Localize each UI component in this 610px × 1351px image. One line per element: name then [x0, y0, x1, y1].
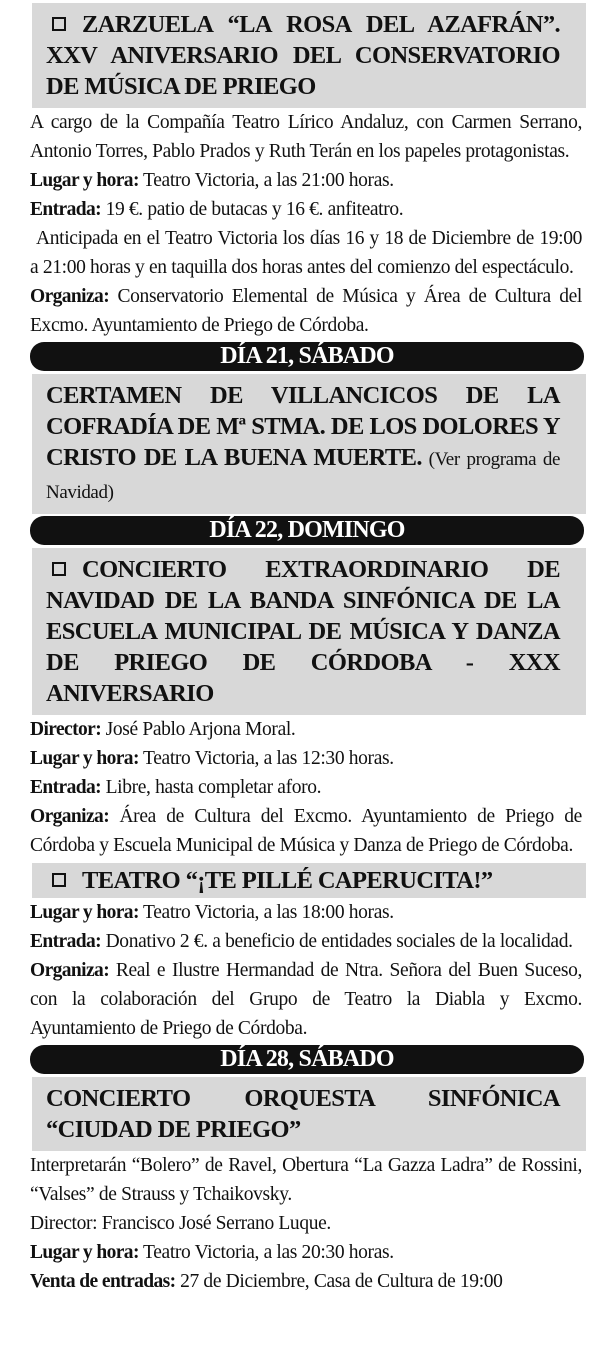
event-title-teatro — [32, 863, 586, 898]
director-line — [30, 715, 582, 744]
lugar-value: Teatro Victoria, a las 20:30 horas. — [138, 1242, 394, 1263]
director-line: Director: Francisco José Serrano Luque. — [30, 1213, 331, 1234]
entrada-label: Entrada: — [30, 199, 102, 220]
anticipada-line — [30, 224, 582, 282]
organiza-label: Organiza: — [30, 806, 110, 827]
organiza-label: Organiza: — [30, 286, 110, 307]
lugar-value: Teatro Victoria, a las 21:00 horas. — [138, 170, 394, 191]
entrada-value: Donativo 2 €. a beneficio de entidades sociales de la localidad. — [101, 931, 573, 952]
venta-value: 27 de Diciembre, Casa de Cultura de 19:00 — [175, 1271, 503, 1292]
organiza-value: Real e Ilustre Hermandad de Ntra. Señora del Buen Suceso, con la colaboración del Grupo de Teatro la Diabla y Excmo. Ayuntamiento de Priego de Córdoba. — [30, 960, 582, 1039]
day-bar-21: DÍA 21, SÁBADO — [30, 342, 584, 371]
event-title-text: ZARZUELA “LA ROSA DEL AZAFRÁN”. XXV ANIVERSARIO DEL CONSERVATORIO DE MÚSICA DE PRIEGO — [46, 11, 560, 100]
organiza-value: Área de Cultura del Excmo. Ayuntamiento de Priego de Córdoba y Escuela Municipal de Música y Danza de Priego de Córdoba. — [30, 806, 582, 856]
lugar-value: Teatro Victoria, a las 18:00 horas. — [138, 902, 394, 923]
day-bar-22: DÍA 22, DOMINGO — [30, 516, 584, 545]
organiza-line — [30, 956, 582, 1043]
event-description: A cargo de la Compañía Teatro Lírico Andaluz, con Carmen Serrano, Antonio Torres, Pablo Prados y Ruth Terán en los papeles protagonistas. — [30, 112, 582, 162]
entrada-value: Libre, hasta completar aforo. — [101, 777, 322, 798]
event-note: (Ver programa de Navidad) — [46, 449, 560, 503]
event-title-text: TEATRO “¡TE PILLÉ CAPERUCITA!” — [82, 867, 493, 894]
anticipada-text: Anticipada en el Teatro Victoria los días 16 y 18 de Diciembre de 19:00 a 21:00 horas y en taquilla dos horas antes del comienzo del espectáculo. — [30, 228, 582, 278]
event-title-villancicos — [32, 374, 586, 514]
checkbox-square-icon — [52, 873, 66, 887]
lugar-value: Teatro Victoria, a las 12:30 horas. — [138, 748, 394, 769]
entrada-line — [30, 195, 582, 224]
event-title-zarzuela — [32, 3, 586, 108]
lugar-line — [30, 744, 582, 773]
lugar-line — [30, 166, 582, 195]
lugar-label: Lugar y hora: — [30, 170, 139, 191]
event-title-concierto-navidad — [32, 548, 586, 715]
event-description: Interpretarán “Bolero” de Ravel, Obertura “La Gazza Ladra” de Rossini, “Valses” de Strauss y Tchaikovsky. — [30, 1155, 582, 1205]
lugar-label: Lugar y hora: — [30, 902, 139, 923]
program-page — [0, 3, 610, 1351]
checkbox-square-icon — [52, 562, 66, 576]
event-title-orquesta — [32, 1077, 586, 1151]
event-title-text: CONCIERTO EXTRAORDINARIO DE NAVIDAD DE LA BANDA SINFÓNICA DE LA ESCUELA MUNICIPAL DE MÚSICA Y DANZA DE PRIEGO DE CÓRDOBA - XXX ANIVERSARIO — [46, 556, 560, 707]
organiza-line — [30, 282, 582, 340]
entrada-line — [30, 773, 582, 802]
lugar-label: Lugar y hora: — [30, 1242, 139, 1263]
lugar-line — [30, 1238, 582, 1267]
entrada-line — [30, 927, 582, 956]
lugar-line — [30, 898, 582, 927]
director-value: José Pablo Arjona Moral. — [101, 719, 296, 740]
organiza-label: Organiza: — [30, 960, 110, 981]
venta-line — [30, 1267, 582, 1296]
entrada-value: 19 €. patio de butacas y 16 €. anfiteatro. — [101, 199, 404, 220]
director-label: Director: — [30, 719, 102, 740]
entrada-label: Entrada: — [30, 931, 102, 952]
lugar-label: Lugar y hora: — [30, 748, 139, 769]
venta-label: Venta de entradas: — [30, 1271, 176, 1292]
event-title-text: CERTAMEN DE VILLANCICOS DE LA COFRADÍA DE Mª STMA. DE LOS DOLORES Y CRISTO DE LA BUENA MUERTE. — [46, 382, 560, 471]
entrada-label: Entrada: — [30, 777, 102, 798]
checkbox-square-icon — [52, 17, 66, 31]
organiza-line — [30, 802, 582, 860]
day-bar-28: DÍA 28, SÁBADO — [30, 1045, 584, 1074]
organiza-value: Conservatorio Elemental de Música y Área de Cultura del Excmo. Ayuntamiento de Priego de Córdoba. — [30, 286, 582, 336]
event-title-text: CONCIERTO ORQUESTA SINFÓNICA “CIUDAD DE PRIEGO” — [46, 1085, 560, 1143]
